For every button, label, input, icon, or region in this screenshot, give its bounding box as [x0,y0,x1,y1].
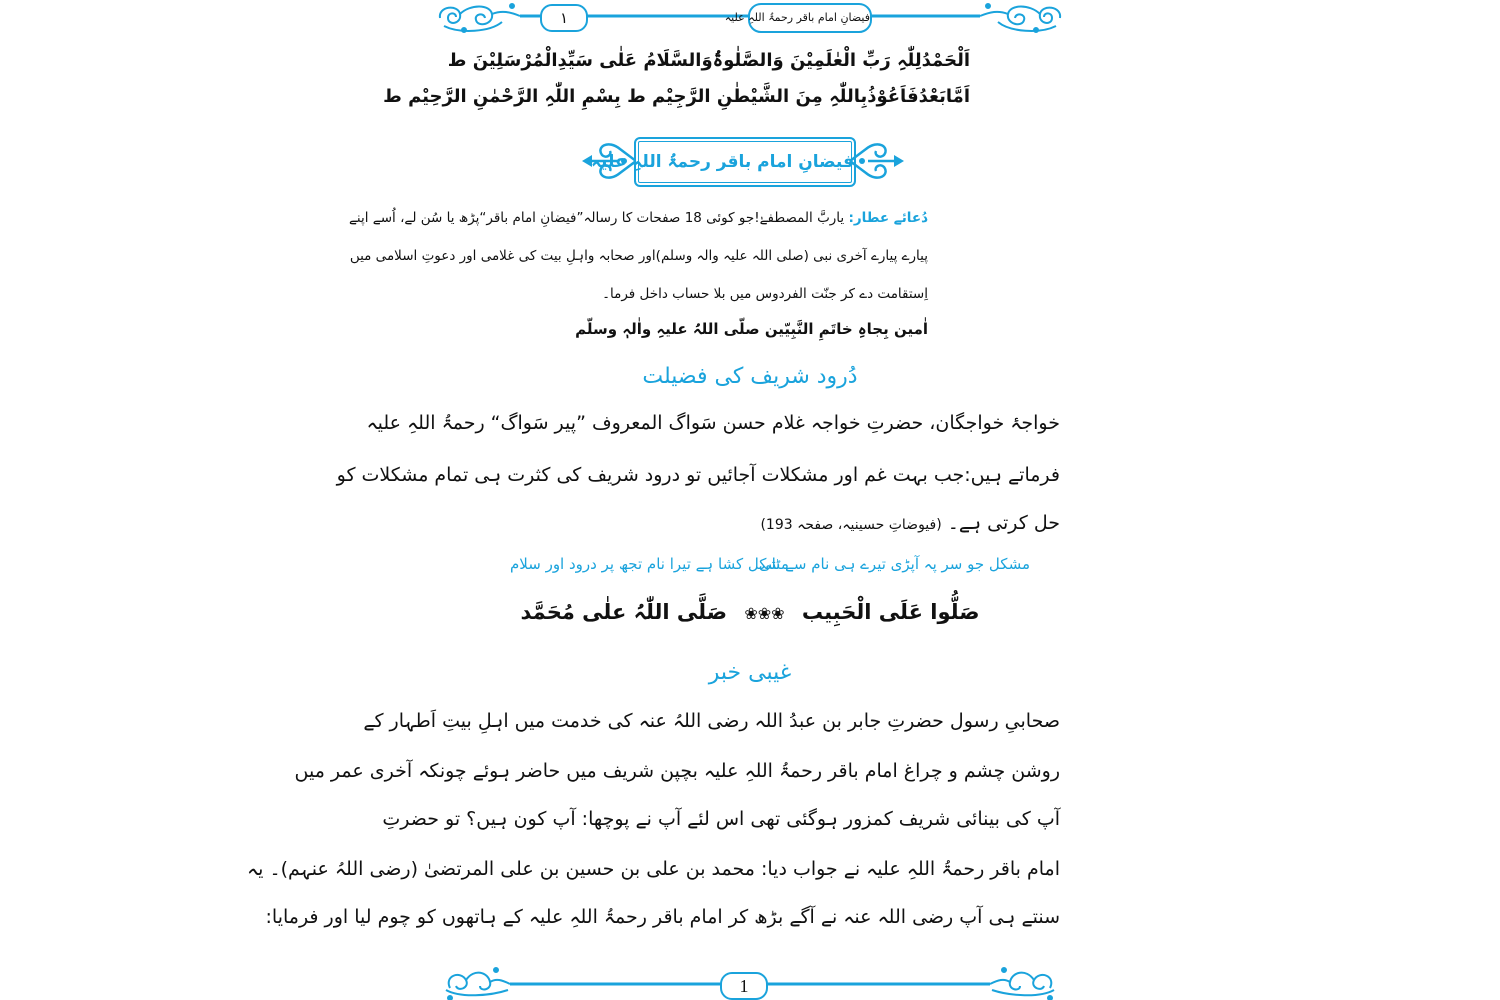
citation: (فیوضاتِ حسینیہ، صفحہ 193) [760,517,942,533]
page-footer [430,958,1070,1000]
dua-text-1: یاربَّ المصطفےٰ!جو کوئی 18 صفحات کا رسالہ”فیضانِ امام باقر“پڑھ یا سُن لے، اُسے اپنے [349,210,845,226]
section1-line-2: فرماتے ہیں:جب بہت غم اور مشکلات آجائیں تو درود شریف کی کثرت ہی تمام مشکلات کو [336,464,1060,486]
salat-left: صَلَّی اللّٰہُ علٰی مُحَمَّد [520,600,728,624]
scroll-ornament-icon [446,968,510,1000]
scroll-ornament-icon [440,4,520,32]
scroll-ornament-icon [980,4,1060,32]
dua-line-1 [349,210,928,226]
fleur-ornament-icon [848,135,908,187]
verse-left: مشکل کشا ہے تیرا نام تجھ پر درود اور سلام [510,555,789,573]
section1-line-1: خواجۂ خواجگان، حضرتِ خواجہ غلام حسن سَواگ المعروف ”پیر سَواگ“ رحمۃُ اللہِ علیہ [366,412,1060,434]
dua-line-2: پیارے پیارے آخری نبی (صلی اللہ علیہ والہ وسلم)اور صحابہ واہلِ بیت کی غلامی اور دعوتِ اسلامی میں [349,248,928,264]
dua-label: دُعائے عطار: [848,210,928,226]
header-page-number: ١ [540,4,588,32]
salat-right: صَلُّوا عَلَی الْحَبِیب [801,600,980,624]
salat-line [430,600,1070,624]
section2-line-3: آپ کی بینائی شریف کمزور ہوگئی تھی اس لئے آپ نے پوچھا: آپ کون ہیں؟ تو حضرتِ [382,808,1060,830]
verse-couplet [490,555,1030,585]
flower-icon: ❀❀❀ [744,604,785,623]
section2-line-2: روشن چشم و چراغ امام باقر رحمۃُ اللہِ علیہ بچپن شریف میں حاضر ہوئے چونکہ آخری عمر میں [294,760,1060,782]
page-title: فیضانِ امام باقر رحمۃُ اللہِ علیہ [634,137,856,187]
section-heading-ghaibi-khabar: غیبی خبر [708,660,792,685]
title-frame [578,135,908,187]
opening-line-2: اَمَّابَعْدُفَاَعُوْذُبِاللّٰہِ مِنَ الشَّیْطٰنِ الرَّجِیْم ط بِسْمِ اللّٰہِ الرَّحْمٰنِ الرَّحِیْم ط [383,86,970,107]
dua-ameen: اٰمین بِجاہِ خاتَمِ النَّبِیّین صلّی اللہُ علیہِ واٰلہٖ وسلّم [575,320,928,338]
scroll-ornament-icon [990,968,1054,1000]
section-heading-durood: دُرود شریف کی فضیلت [642,364,858,389]
page-header [430,0,1070,36]
footer-page-number: 1 [720,972,768,1000]
dua-line-3: اِستقامت دے کر جنّت الفردوس میں بلا حساب داخل فرما۔ [602,286,928,302]
verse-right: مشکل جو سر پہ آپڑی تیرے ہی نام سے ٹلی [758,555,1030,573]
section2-line-4: امام باقر رحمۃُ اللہِ علیہ نے جواب دیا: محمد بن علی بن حسین بن علی المرتضیٰ (رضی اللہُ عنہم)۔ یہ [247,858,1060,880]
header-book-title: فیضانِ امام باقر رحمۃُ اللہِ علیہ [748,3,872,33]
section1-line-3 [440,512,1060,534]
opening-line-1: اَلْحَمْدُلِلّٰہِ رَبِّ الْعٰلَمِیْنَ وَالصَّلٰوۃُوَالسَّلَامُ عَلٰی سَیِّدِالْمُرْسَلِیْنَ ط [447,50,970,71]
section2-line-5: سنتے ہی آپ رضی اللہ عنہ نے آگے بڑھ کر امام باقر رحمۃُ اللہِ علیہ کے ہاتھوں کو چوم لیا اور فرمایا: [265,906,1060,928]
section2-line-1: صحابیِ رسول حضرتِ جابر بن عبدُ اللہ رضی اللہُ عنہ کی خدمت میں اہلِ بیتِ اَطہار کے [363,710,1060,732]
section1-line-3-text: حل کرتی ہے۔ [947,512,1060,534]
document-page [247,0,1070,1000]
